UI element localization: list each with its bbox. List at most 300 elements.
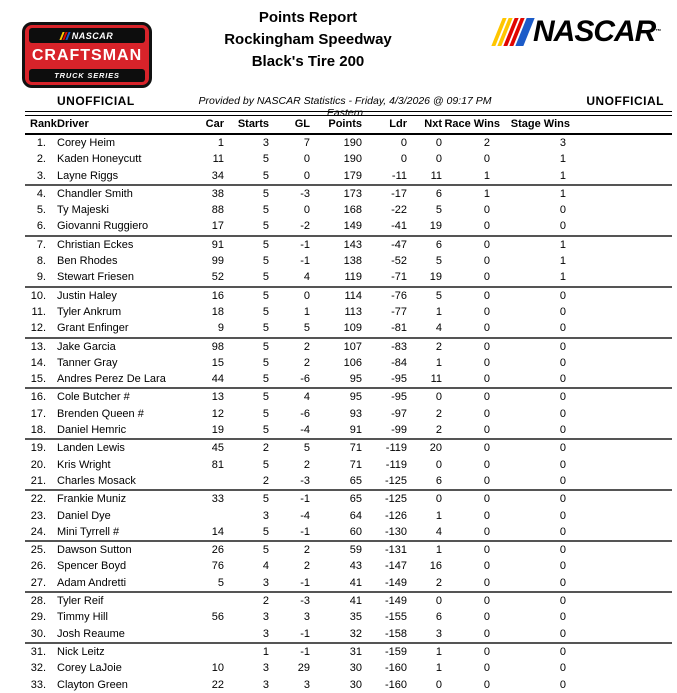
table-row	[25, 304, 672, 320]
race-wins-cell: 0	[483, 560, 490, 573]
rank-cell: 11.	[31, 305, 46, 318]
table-row	[25, 626, 672, 643]
nxt-cell: 19	[407, 269, 442, 286]
car-cell: 12	[211, 407, 224, 420]
car-cell: 44	[180, 371, 224, 388]
filler-cell	[570, 558, 672, 574]
driver-cell: Adam Andretti	[50, 575, 180, 592]
driver-cell: Landen Lewis	[57, 442, 125, 455]
column-header-race-wins: Race Wins	[442, 116, 500, 134]
car-cell	[180, 592, 224, 609]
ldr-cell: -11	[362, 168, 407, 185]
driver-cell: Andres Perez De Lara	[50, 371, 180, 388]
stage-wins-cell: 0	[500, 422, 570, 439]
race-wins-cell: 0	[442, 575, 500, 592]
nxt-cell: 0	[435, 678, 442, 691]
starts-cell: 4	[262, 560, 269, 573]
filler-cell	[570, 677, 672, 693]
filler-cell	[570, 626, 672, 643]
gl-cell: -1	[269, 524, 310, 541]
nxt-cell: 1	[435, 645, 442, 658]
race-wins-cell: 0	[442, 371, 500, 388]
car-cell: 99	[211, 255, 224, 268]
driver-cell: Justin Haley	[57, 289, 117, 302]
points-cell: 190	[343, 153, 362, 166]
rank-cell: 16.	[30, 391, 46, 404]
table-row	[25, 236, 672, 253]
report-header	[0, 0, 677, 93]
stage-wins-cell: 0	[559, 544, 566, 557]
report-title-line1: Points Report	[258, 9, 358, 26]
stage-wins-cell: 0	[559, 340, 566, 353]
driver-cell: Ty Majeski	[57, 204, 109, 217]
stage-wins-cell: 0	[559, 509, 566, 522]
rank-cell: 15.	[25, 371, 50, 388]
race-wins-cell: 0	[442, 269, 500, 286]
points-cell: 93	[349, 407, 362, 420]
driver-cell: Stewart Friesen	[50, 269, 180, 286]
rank-cell: 7.	[36, 238, 46, 251]
rank-cell: 26.	[30, 560, 46, 573]
gl-cell: -3	[269, 473, 310, 490]
stage-wins-cell: 0	[559, 305, 566, 318]
car-cell	[180, 508, 224, 524]
filler-cell	[570, 304, 672, 320]
rank-cell: 33.	[30, 678, 46, 691]
starts-cell: 2	[262, 442, 269, 455]
table-row	[25, 524, 672, 541]
stage-wins-cell: 0	[559, 391, 566, 404]
stage-wins-cell: 0	[559, 595, 566, 608]
filler-cell	[570, 643, 672, 660]
table-row	[25, 457, 672, 473]
craftsman-logo-nascar-word: NASCAR	[71, 30, 114, 41]
ldr-cell: -76	[391, 289, 407, 302]
gl-cell: 0	[269, 168, 310, 185]
column-header-car: Car	[180, 116, 224, 134]
ldr-cell: -95	[362, 371, 407, 388]
car-cell: 81	[211, 458, 224, 471]
car-cell: 45	[211, 442, 224, 455]
ldr-cell: -147	[384, 560, 407, 573]
filler-cell	[570, 320, 672, 337]
starts-cell: 5	[224, 422, 269, 439]
race-wins-cell: 0	[442, 524, 500, 541]
unofficial-label-right: UNOFFICIAL	[586, 94, 664, 108]
nxt-cell: 16	[429, 560, 442, 573]
table-row	[25, 575, 672, 592]
points-cell: 71	[349, 458, 362, 471]
points-cell: 32	[310, 626, 362, 643]
race-wins-cell: 0	[483, 153, 490, 166]
starts-cell: 5	[224, 168, 269, 185]
gl-cell: 3	[303, 611, 310, 624]
nxt-cell: 20	[429, 442, 442, 455]
table-row	[25, 371, 672, 388]
ldr-cell: -126	[384, 509, 407, 522]
stage-wins-cell: 0	[559, 442, 566, 455]
points-cell: 95	[310, 371, 362, 388]
gl-cell: 2	[303, 340, 310, 353]
starts-cell: 3	[262, 611, 269, 624]
filler-cell	[570, 134, 672, 151]
race-wins-cell: 0	[483, 611, 490, 624]
nascar-logo	[497, 16, 660, 48]
table-row	[25, 338, 672, 355]
filler-cell	[570, 236, 672, 253]
status-bar	[0, 93, 677, 119]
driver-cell: Corey Heim	[57, 137, 116, 149]
starts-cell: 5	[262, 153, 269, 166]
gl-cell: 2	[303, 544, 310, 557]
table-row	[25, 592, 672, 609]
gl-cell: 0	[303, 204, 310, 217]
unofficial-label-left: UNOFFICIAL	[57, 94, 135, 108]
stage-wins-cell: 0	[559, 560, 566, 573]
nxt-cell: 0	[435, 493, 442, 506]
stage-wins-cell: 1	[559, 187, 566, 200]
rank-cell: 8.	[36, 255, 46, 268]
car-cell: 88	[211, 204, 224, 217]
nxt-cell: 1	[435, 509, 442, 522]
points-cell: 30	[349, 662, 362, 675]
ldr-cell: -119	[385, 458, 407, 471]
driver-cell: Cole Butcher #	[57, 391, 130, 404]
driver-cell: Tyler Ankrum	[57, 305, 122, 318]
driver-cell: Brenden Queen #	[57, 407, 144, 420]
table-row	[25, 677, 672, 693]
car-cell: 91	[211, 238, 224, 251]
race-wins-cell: 0	[483, 509, 490, 522]
column-header-points: Points	[310, 116, 362, 134]
nxt-cell: 1	[435, 305, 442, 318]
points-cell: 138	[343, 255, 362, 268]
starts-cell: 3	[262, 509, 269, 522]
filler-cell	[570, 439, 672, 456]
stage-wins-cell: 0	[559, 204, 566, 217]
starts-cell: 5	[262, 407, 269, 420]
stage-wins-cell: 0	[559, 678, 566, 691]
rank-cell: 10.	[30, 289, 46, 302]
rank-cell: 17.	[30, 407, 46, 420]
filler-cell	[570, 202, 672, 218]
table-row	[25, 439, 672, 456]
car-cell: 18	[211, 305, 224, 318]
filler-cell	[570, 508, 672, 524]
rank-cell: 3.	[25, 168, 50, 185]
rank-cell: 32.	[30, 662, 46, 675]
race-wins-cell: 0	[483, 407, 490, 420]
driver-cell: Charles Mosack	[50, 473, 180, 490]
race-wins-cell: 0	[483, 662, 490, 675]
ldr-cell: -130	[362, 524, 407, 541]
stage-wins-cell: 0	[500, 575, 570, 592]
car-cell: 38	[211, 187, 224, 200]
stage-wins-cell: 1	[559, 238, 566, 251]
rank-cell: 20.	[30, 458, 46, 471]
points-cell: 106	[343, 356, 362, 369]
car-cell: 34	[180, 168, 224, 185]
gl-cell: -1	[269, 626, 310, 643]
car-cell: 15	[211, 356, 224, 369]
points-cell: 60	[310, 524, 362, 541]
starts-cell: 5	[262, 356, 269, 369]
starts-cell: 5	[224, 320, 269, 337]
table-row	[25, 558, 672, 574]
rank-cell: 4.	[36, 187, 46, 200]
gl-cell: -2	[269, 218, 310, 235]
driver-cell: Jake Garcia	[57, 340, 116, 353]
gl-cell: 0	[303, 289, 310, 302]
filler-cell	[570, 269, 672, 286]
gl-cell: 2	[303, 458, 310, 471]
car-cell	[180, 626, 224, 643]
filler-cell	[570, 660, 672, 676]
starts-cell: 5	[262, 340, 269, 353]
gl-cell: -3	[300, 595, 310, 608]
nxt-cell: 0	[435, 458, 442, 471]
filler-cell	[570, 490, 672, 507]
car-cell: 22	[211, 678, 224, 691]
stage-wins-cell: 1	[500, 168, 570, 185]
table-row	[25, 320, 672, 337]
gl-cell: 4	[303, 391, 310, 404]
table-row	[25, 151, 672, 167]
starts-cell: 3	[262, 662, 269, 675]
gl-cell: -1	[300, 255, 310, 268]
ldr-cell: 0	[400, 153, 407, 166]
filler-cell	[570, 151, 672, 167]
ldr-cell: -83	[391, 340, 407, 353]
ldr-cell: -81	[362, 320, 407, 337]
race-wins-cell: 0	[483, 595, 490, 608]
filler-cell	[570, 592, 672, 609]
gl-cell: -4	[300, 509, 310, 522]
race-wins-cell: 0	[483, 356, 490, 369]
points-cell: 31	[349, 645, 362, 658]
ldr-cell: -155	[384, 611, 407, 624]
table-row	[25, 355, 672, 371]
table-row	[25, 253, 672, 269]
ldr-cell: -17	[391, 187, 407, 200]
ldr-cell: -159	[384, 645, 407, 658]
stage-wins-cell: 0	[500, 473, 570, 490]
car-cell: 1	[217, 137, 224, 149]
gl-cell: 0	[303, 153, 310, 166]
rank-cell: 21.	[25, 473, 50, 490]
rank-cell: 22.	[30, 493, 46, 506]
ldr-cell: -77	[391, 305, 407, 318]
race-wins-cell: 0	[483, 289, 490, 302]
driver-cell: Frankie Muniz	[57, 493, 127, 506]
stage-wins-cell: 0	[500, 371, 570, 388]
rank-cell: 12.	[25, 320, 50, 337]
points-cell: 95	[349, 391, 362, 404]
table-row	[25, 609, 672, 625]
stage-wins-cell: 3	[559, 137, 566, 149]
driver-cell: Josh Reaume	[50, 626, 180, 643]
race-wins-cell: 1	[483, 187, 490, 200]
column-header-driver: Driver	[50, 116, 180, 134]
points-table-body	[25, 134, 672, 693]
rank-cell: 6.	[25, 218, 50, 235]
starts-cell: 5	[224, 371, 269, 388]
provided-by-text: Provided by NASCAR Statistics - Friday, 4/3/2026 @ 09:17 PM Eastern	[198, 95, 492, 119]
gl-cell: 5	[303, 442, 310, 455]
ldr-cell: -84	[391, 356, 407, 369]
car-cell: 10	[211, 662, 224, 675]
ldr-cell: -71	[362, 269, 407, 286]
stage-wins-cell: 0	[500, 218, 570, 235]
driver-cell: Giovanni Ruggiero	[50, 218, 180, 235]
nxt-cell: 0	[435, 595, 442, 608]
stage-wins-cell: 1	[559, 255, 566, 268]
nxt-cell: 6	[407, 473, 442, 490]
race-wins-cell: 0	[442, 218, 500, 235]
points-cell: 41	[349, 595, 362, 608]
column-header-gl: GL	[269, 116, 310, 134]
race-wins-cell: 1	[442, 168, 500, 185]
gl-cell: -1	[300, 645, 310, 658]
gl-cell: 2	[303, 560, 310, 573]
nxt-cell: 2	[407, 575, 442, 592]
car-cell: 13	[211, 391, 224, 404]
race-wins-cell: 0	[442, 320, 500, 337]
race-wins-cell: 0	[483, 305, 490, 318]
nxt-cell: 6	[435, 238, 442, 251]
filler-cell	[570, 355, 672, 371]
ldr-cell: -158	[362, 626, 407, 643]
column-header-stage-wins: Stage Wins	[500, 116, 570, 134]
report-title-line2: Rockingham Speedway	[224, 31, 392, 48]
points-cell: 59	[349, 544, 362, 557]
car-cell: 56	[211, 611, 224, 624]
car-cell	[180, 643, 224, 660]
ldr-cell: -99	[362, 422, 407, 439]
stage-wins-cell: 0	[559, 611, 566, 624]
rank-cell: 19.	[30, 442, 46, 455]
ldr-cell: -160	[384, 678, 407, 691]
driver-cell: Spencer Boyd	[57, 560, 127, 573]
starts-cell: 5	[262, 391, 269, 404]
gl-cell: -1	[300, 238, 310, 251]
rank-cell: 13.	[30, 340, 46, 353]
starts-cell: 3	[262, 678, 269, 691]
table-row	[25, 508, 672, 524]
points-cell: 41	[310, 575, 362, 592]
table-row	[25, 660, 672, 676]
table-row	[25, 422, 672, 439]
driver-cell: Chandler Smith	[57, 187, 133, 200]
points-cell: 149	[310, 218, 362, 235]
ldr-cell: -22	[391, 204, 407, 217]
ldr-cell: -149	[384, 595, 407, 608]
points-cell: 30	[349, 678, 362, 691]
starts-cell: 3	[262, 137, 269, 149]
nxt-cell: 4	[407, 320, 442, 337]
nxt-cell: 2	[435, 340, 442, 353]
car-cell: 76	[211, 560, 224, 573]
column-header-ldr: Ldr	[362, 116, 407, 134]
starts-cell: 2	[224, 473, 269, 490]
nxt-cell: 6	[435, 611, 442, 624]
nxt-cell: 4	[407, 524, 442, 541]
points-cell: 143	[343, 238, 362, 251]
nxt-cell: 1	[435, 662, 442, 675]
gl-cell: 1	[303, 305, 310, 318]
nxt-cell: 1	[435, 544, 442, 557]
rank-cell: 18.	[25, 422, 50, 439]
craftsman-logo-word: CRAFTSMAN	[31, 47, 143, 64]
filler-cell	[570, 338, 672, 355]
car-cell: 11	[212, 153, 224, 166]
race-wins-cell: 0	[483, 204, 490, 217]
ldr-cell: -95	[391, 391, 407, 404]
points-cell: 173	[343, 187, 362, 200]
starts-cell: 5	[224, 524, 269, 541]
filler-cell	[570, 575, 672, 592]
race-wins-cell: 0	[483, 255, 490, 268]
car-cell: 9	[180, 320, 224, 337]
rank-cell: 2.	[36, 153, 46, 166]
nxt-cell: 0	[435, 391, 442, 404]
table-row	[25, 134, 672, 151]
car-cell: 16	[211, 289, 224, 302]
points-cell: 107	[343, 340, 362, 353]
car-cell: 17	[180, 218, 224, 235]
points-cell: 190	[343, 137, 362, 149]
nxt-cell: 0	[435, 153, 442, 166]
table-row	[25, 490, 672, 507]
ldr-cell: 0	[400, 137, 407, 149]
gl-cell: -6	[269, 371, 310, 388]
gl-cell: -1	[269, 575, 310, 592]
car-cell: 14	[180, 524, 224, 541]
race-wins-cell: 0	[483, 442, 490, 455]
race-wins-cell: 0	[483, 678, 490, 691]
driver-cell: Tanner Gray	[57, 356, 118, 369]
table-row	[25, 541, 672, 558]
points-cell: 91	[310, 422, 362, 439]
gl-cell: 4	[269, 269, 310, 286]
points-cell: 168	[343, 204, 362, 217]
table-row	[25, 202, 672, 218]
starts-cell: 5	[262, 458, 269, 471]
race-wins-cell: 0	[483, 544, 490, 557]
driver-cell: Tyler Reif	[57, 595, 104, 608]
starts-cell: 2	[262, 595, 269, 608]
points-cell: 35	[349, 611, 362, 624]
filler-cell	[570, 388, 672, 405]
starts-cell: 5	[262, 187, 269, 200]
driver-cell: Corey LaJoie	[57, 662, 122, 675]
driver-cell: Timmy Hill	[57, 611, 108, 624]
car-cell: 33	[211, 493, 224, 506]
stage-wins-cell: 0	[500, 626, 570, 643]
nascar-stripes-icon	[61, 32, 69, 40]
table-row	[25, 473, 672, 490]
starts-cell: 5	[224, 269, 269, 286]
nascar-wordmark: NASCAR™	[533, 15, 661, 48]
ldr-cell: -52	[391, 255, 407, 268]
filler-cell	[570, 168, 672, 185]
rank-cell: 5.	[36, 204, 46, 217]
race-wins-cell: 0	[442, 626, 500, 643]
stage-wins-cell: 0	[500, 524, 570, 541]
report-title	[118, 7, 498, 73]
stage-wins-cell: 0	[500, 320, 570, 337]
nxt-cell: 0	[435, 137, 442, 149]
